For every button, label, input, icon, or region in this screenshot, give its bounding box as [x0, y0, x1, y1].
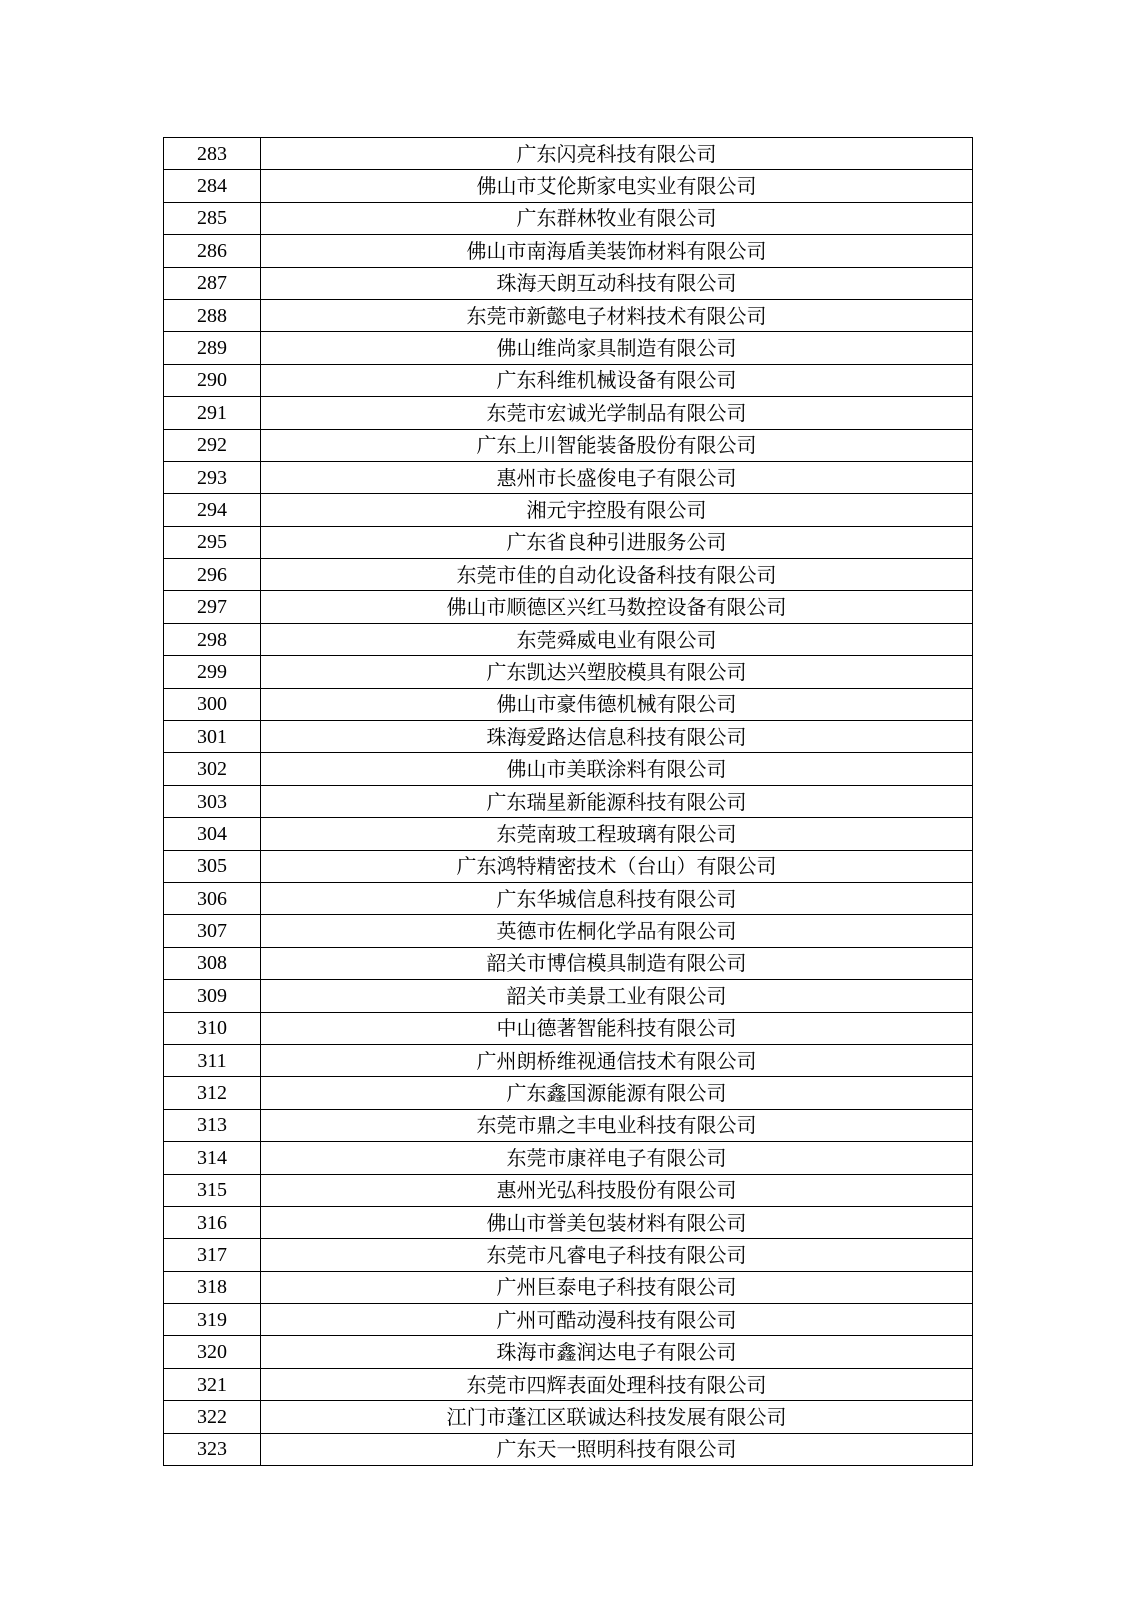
table-row — [164, 623, 973, 655]
company-name-cell: 广东鑫国源能源有限公司 — [261, 1077, 973, 1109]
row-number-cell: 317 — [164, 1239, 261, 1271]
company-name-cell: 惠州光弘科技股份有限公司 — [261, 1174, 973, 1206]
table-row — [164, 332, 973, 364]
row-number-cell: 300 — [164, 688, 261, 720]
company-name-cell: 江门市蓬江区联诚达科技发展有限公司 — [261, 1401, 973, 1433]
table-row — [164, 980, 973, 1012]
row-number-cell: 322 — [164, 1401, 261, 1433]
company-name-cell: 东莞市鼎之丰电业科技有限公司 — [261, 1109, 973, 1141]
row-number-cell: 313 — [164, 1109, 261, 1141]
table-row — [164, 461, 973, 493]
company-name-cell: 惠州市长盛俊电子有限公司 — [261, 461, 973, 493]
row-number-cell: 320 — [164, 1336, 261, 1368]
company-name-cell: 广东天一照明科技有限公司 — [261, 1433, 973, 1465]
table-row — [164, 1433, 973, 1465]
table-row — [164, 1336, 973, 1368]
row-number-cell: 288 — [164, 299, 261, 331]
company-name-cell: 东莞舜威电业有限公司 — [261, 623, 973, 655]
company-name-cell: 珠海天朗互动科技有限公司 — [261, 267, 973, 299]
table-row — [164, 850, 973, 882]
company-name-cell: 广东闪亮科技有限公司 — [261, 138, 973, 170]
table-row — [164, 1206, 973, 1238]
row-number-cell: 314 — [164, 1142, 261, 1174]
row-number-cell: 304 — [164, 818, 261, 850]
company-name-cell: 广州可酷动漫科技有限公司 — [261, 1304, 973, 1336]
company-name-cell: 东莞南玻工程玻璃有限公司 — [261, 818, 973, 850]
table-row — [164, 1368, 973, 1400]
company-name-cell: 广东凯达兴塑胶模具有限公司 — [261, 656, 973, 688]
row-number-cell: 297 — [164, 591, 261, 623]
company-name-cell: 佛山市誉美包装材料有限公司 — [261, 1206, 973, 1238]
company-name-cell: 东莞市康祥电子有限公司 — [261, 1142, 973, 1174]
company-name-cell: 东莞市四辉表面处理科技有限公司 — [261, 1368, 973, 1400]
row-number-cell: 286 — [164, 235, 261, 267]
company-name-cell: 佛山维尚家具制造有限公司 — [261, 332, 973, 364]
row-number-cell: 302 — [164, 753, 261, 785]
company-list-table — [163, 137, 973, 1466]
table-row — [164, 559, 973, 591]
table-row — [164, 170, 973, 202]
company-name-cell: 佛山市南海盾美装饰材料有限公司 — [261, 235, 973, 267]
company-name-cell: 广东华城信息科技有限公司 — [261, 882, 973, 914]
row-number-cell: 283 — [164, 138, 261, 170]
table-row — [164, 364, 973, 396]
company-name-cell: 广州巨泰电子科技有限公司 — [261, 1271, 973, 1303]
table-row — [164, 138, 973, 170]
row-number-cell: 294 — [164, 494, 261, 526]
row-number-cell: 303 — [164, 785, 261, 817]
company-name-cell: 广东省良种引进服务公司 — [261, 526, 973, 558]
company-name-cell: 佛山市美联涂料有限公司 — [261, 753, 973, 785]
company-name-cell: 东莞市凡睿电子科技有限公司 — [261, 1239, 973, 1271]
row-number-cell: 312 — [164, 1077, 261, 1109]
table-row — [164, 1401, 973, 1433]
table-row — [164, 656, 973, 688]
row-number-cell: 285 — [164, 202, 261, 234]
row-number-cell: 298 — [164, 623, 261, 655]
table-row — [164, 235, 973, 267]
table-row — [164, 267, 973, 299]
table-row — [164, 915, 973, 947]
company-name-cell: 珠海市鑫润达电子有限公司 — [261, 1336, 973, 1368]
company-name-cell: 东莞市佳的自动化设备科技有限公司 — [261, 559, 973, 591]
company-name-cell: 珠海爱路达信息科技有限公司 — [261, 721, 973, 753]
table-row — [164, 591, 973, 623]
row-number-cell: 287 — [164, 267, 261, 299]
company-name-cell: 佛山市艾伦斯家电实业有限公司 — [261, 170, 973, 202]
table-row — [164, 818, 973, 850]
company-name-cell: 广东群林牧业有限公司 — [261, 202, 973, 234]
row-number-cell: 299 — [164, 656, 261, 688]
table-row — [164, 1142, 973, 1174]
row-number-cell: 311 — [164, 1044, 261, 1076]
row-number-cell: 292 — [164, 429, 261, 461]
row-number-cell: 293 — [164, 461, 261, 493]
table-row — [164, 721, 973, 753]
row-number-cell: 296 — [164, 559, 261, 591]
row-number-cell: 318 — [164, 1271, 261, 1303]
table-row — [164, 1174, 973, 1206]
table-row — [164, 882, 973, 914]
row-number-cell: 308 — [164, 947, 261, 979]
row-number-cell: 319 — [164, 1304, 261, 1336]
table-row — [164, 299, 973, 331]
company-name-cell: 韶关市博信模具制造有限公司 — [261, 947, 973, 979]
company-name-cell: 东莞市宏诚光学制品有限公司 — [261, 397, 973, 429]
table-row — [164, 753, 973, 785]
table-row — [164, 688, 973, 720]
company-name-cell: 佛山市豪伟德机械有限公司 — [261, 688, 973, 720]
row-number-cell: 291 — [164, 397, 261, 429]
row-number-cell: 305 — [164, 850, 261, 882]
row-number-cell: 301 — [164, 721, 261, 753]
row-number-cell: 284 — [164, 170, 261, 202]
table-row — [164, 494, 973, 526]
table-row — [164, 785, 973, 817]
company-name-cell: 广东鸿特精密技术（台山）有限公司 — [261, 850, 973, 882]
row-number-cell: 323 — [164, 1433, 261, 1465]
table-row — [164, 1239, 973, 1271]
table-row — [164, 1077, 973, 1109]
table-row — [164, 202, 973, 234]
table-row — [164, 947, 973, 979]
company-name-cell: 广东科维机械设备有限公司 — [261, 364, 973, 396]
company-name-cell: 韶关市美景工业有限公司 — [261, 980, 973, 1012]
row-number-cell: 307 — [164, 915, 261, 947]
table-row — [164, 526, 973, 558]
company-name-cell: 广州朗桥维视通信技术有限公司 — [261, 1044, 973, 1076]
company-name-cell: 东莞市新懿电子材料技术有限公司 — [261, 299, 973, 331]
row-number-cell: 309 — [164, 980, 261, 1012]
table-row — [164, 1271, 973, 1303]
table-row — [164, 397, 973, 429]
company-name-cell: 佛山市顺德区兴红马数控设备有限公司 — [261, 591, 973, 623]
company-name-cell: 英德市佐桐化学品有限公司 — [261, 915, 973, 947]
row-number-cell: 290 — [164, 364, 261, 396]
row-number-cell: 310 — [164, 1012, 261, 1044]
company-name-cell: 广东瑞星新能源科技有限公司 — [261, 785, 973, 817]
table-row — [164, 1109, 973, 1141]
row-number-cell: 295 — [164, 526, 261, 558]
row-number-cell: 306 — [164, 882, 261, 914]
table-row — [164, 1012, 973, 1044]
row-number-cell: 316 — [164, 1206, 261, 1238]
table-row — [164, 1304, 973, 1336]
company-name-cell: 中山德著智能科技有限公司 — [261, 1012, 973, 1044]
company-name-cell: 广东上川智能装备股份有限公司 — [261, 429, 973, 461]
table-row — [164, 1044, 973, 1076]
table-row — [164, 429, 973, 461]
row-number-cell: 315 — [164, 1174, 261, 1206]
table-body — [164, 138, 973, 1466]
row-number-cell: 289 — [164, 332, 261, 364]
company-name-cell: 湘元宇控股有限公司 — [261, 494, 973, 526]
row-number-cell: 321 — [164, 1368, 261, 1400]
